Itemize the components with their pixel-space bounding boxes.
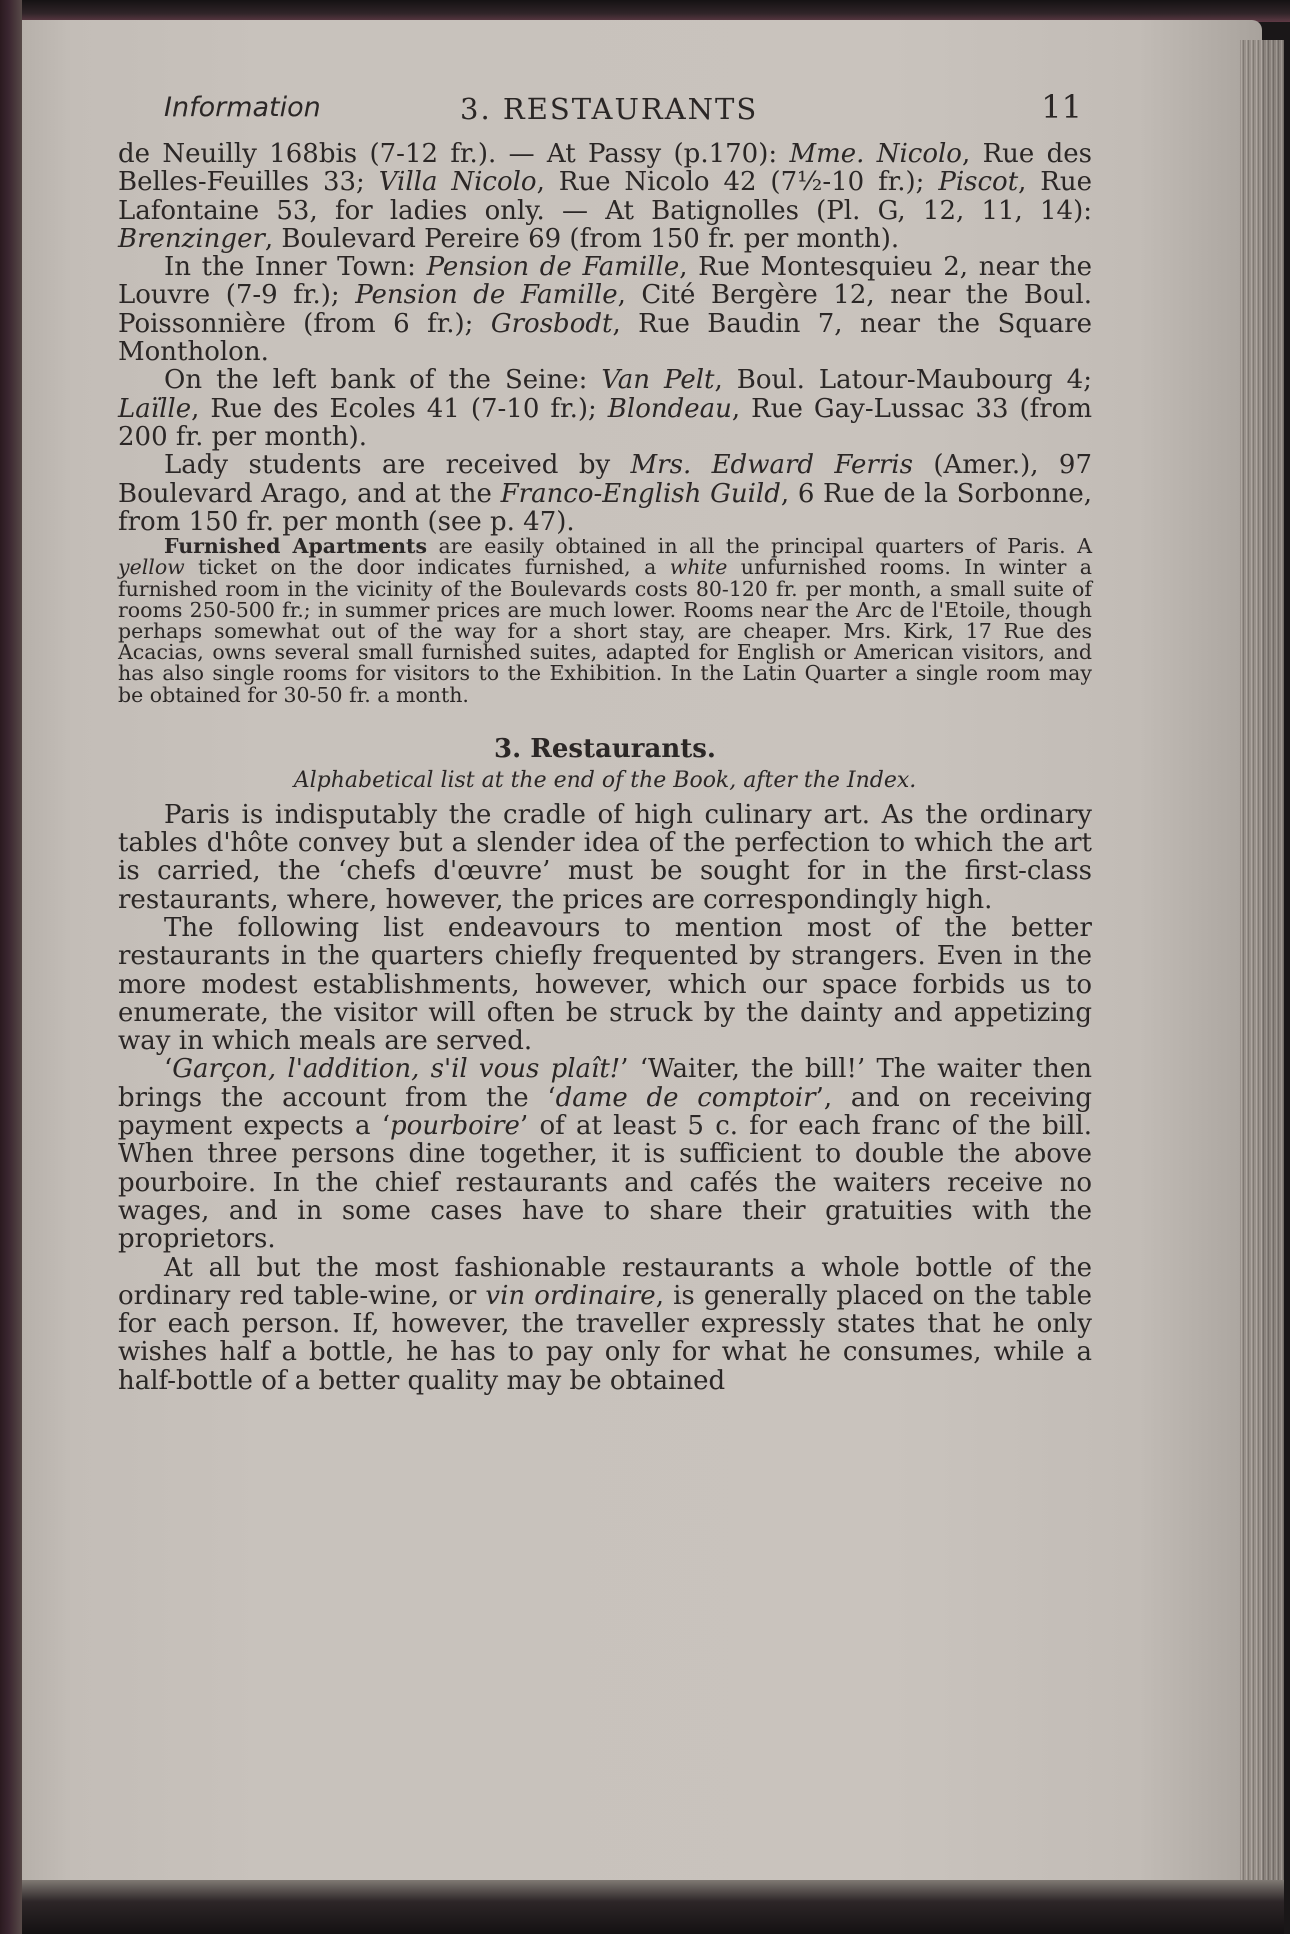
paragraph-culinary-art: Paris is indisputably the cradle of high culinary art. As the ordinary tables d'hôte convey but a slender idea of the perfection to which the art is carried, the ‘chefs d'œuvre’ must be sought for in the first-class restaurants, where, however, the prices are correspondingly high. (118, 799, 1092, 915)
paragraph-garcon-bill: ‘Garçon, l'addition, s'il vous plaît!’ ‘Waiter, the bill!’ The waiter then brings the account from the ‘dame de comptoir’, and on receiving payment expects a ‘pourboire’ of at least 5 c. for each franc of the bill. When three persons dine together, it is sufficient to double the above pourboire. In the chief restaurants and cafés the waiters receive no wages, and in some cases have to share their gratuities with the proprietors. (118, 1054, 1093, 1255)
paragraph-list-intro: The following list endeavours to mention most of the better restaurants in the quarters chiefly frequented by strangers. Even in the more modest establishments, however, which our space forbids us to enumerate, the visitor will often be struck by the dainty and appetizing way in which meals are served. (118, 912, 1092, 1057)
book-binding (0, 0, 22, 1934)
page-fore-edge (1240, 40, 1284, 1890)
page-text (118, 84, 1092, 1395)
paragraph-inner-town: In the Inner Town: Pension de Famille, Rue Montesquieu 2, near the Louvre (7-9 fr.); Pension de Famille, Cité Bergère 12, near the Boul. Poissonnière (from 6 fr.); Grosbodt, Rue Baudin 7, near the Square Montholon. (118, 252, 1093, 368)
paragraph-neuilly-passy: de Neuilly 168bis (7-12 fr.). — At Passy (p.170): Mme. Nicolo, Rue des Belles-Feuilles 33; Villa Nicolo, Rue Nicolo 42 (7½-10 fr.); Piscot, Rue Lafontaine 53, for ladies only. — At Batignolles (Pl. G, 12, 11, 14): Brenzinger, Boulevard Pereire 69 (from 150 fr. per month). (118, 139, 1093, 254)
paragraph-furnished-apartments: Furnished Apartments are easily obtained in all the principal quarters of Paris. A yellow ticket on the door indicates furnished, a white unfurnished rooms. In winter a furnished room in the vicinity of the Boulevards costs 80-120 fr. per month, a small suite of rooms 250-500 fr.; in summer prices are much lower. Rooms near the Arc de l'Etoile, though perhaps somewhat out of the way for a short stay, are cheaper. Mrs. Kirk, 17 Rue des Acacias, owns several small furnished suites, adapted for English or American visitors, and has also single rooms for visitors to the Exhibition. In the Latin Quarter a single room may be obtained for 30-50 fr. a month. (118, 534, 1093, 707)
paragraph-left-bank: On the left bank of the Seine: Van Pelt, Boul. Latour-Maubourg 4; Laïlle, Rue des Ecoles 41 (7-10 fr.); Blondeau, Rue Gay-Lussac 33 (from 200 fr. per month). (118, 365, 1092, 452)
page-bottom-shadow (22, 1880, 1284, 1934)
book-top-edge (0, 0, 1290, 22)
running-head (118, 84, 1092, 140)
paragraph-table-wine: At all but the most fashionable restaurants a whole bottle of the ordinary red table-wine, or vin ordinaire, is generally placed on the table for each person. If, however, the traveller expressly states that he only wishes half a bottle, he has to pay only for what he consumes, while a half-bottle of a better quality may be obtained (118, 1252, 1092, 1396)
page-number: 11 (1041, 88, 1082, 126)
paragraph-lady-students: Lady students are received by Mrs. Edward Ferris (Amer.), 97 Boulevard Arago, and at the Franco-English Guild, 6 Rue de la Sorbonne, from 150 fr. per month (see p. 47). (118, 450, 1092, 537)
section-subtitle: Alphabetical list at the end of the Book, after the Index. (293, 767, 917, 793)
running-head-title: 3. RESTAURANTS (460, 92, 759, 126)
section-title: 3. Restaurants. (494, 733, 716, 764)
running-head-section: Information (164, 92, 321, 123)
